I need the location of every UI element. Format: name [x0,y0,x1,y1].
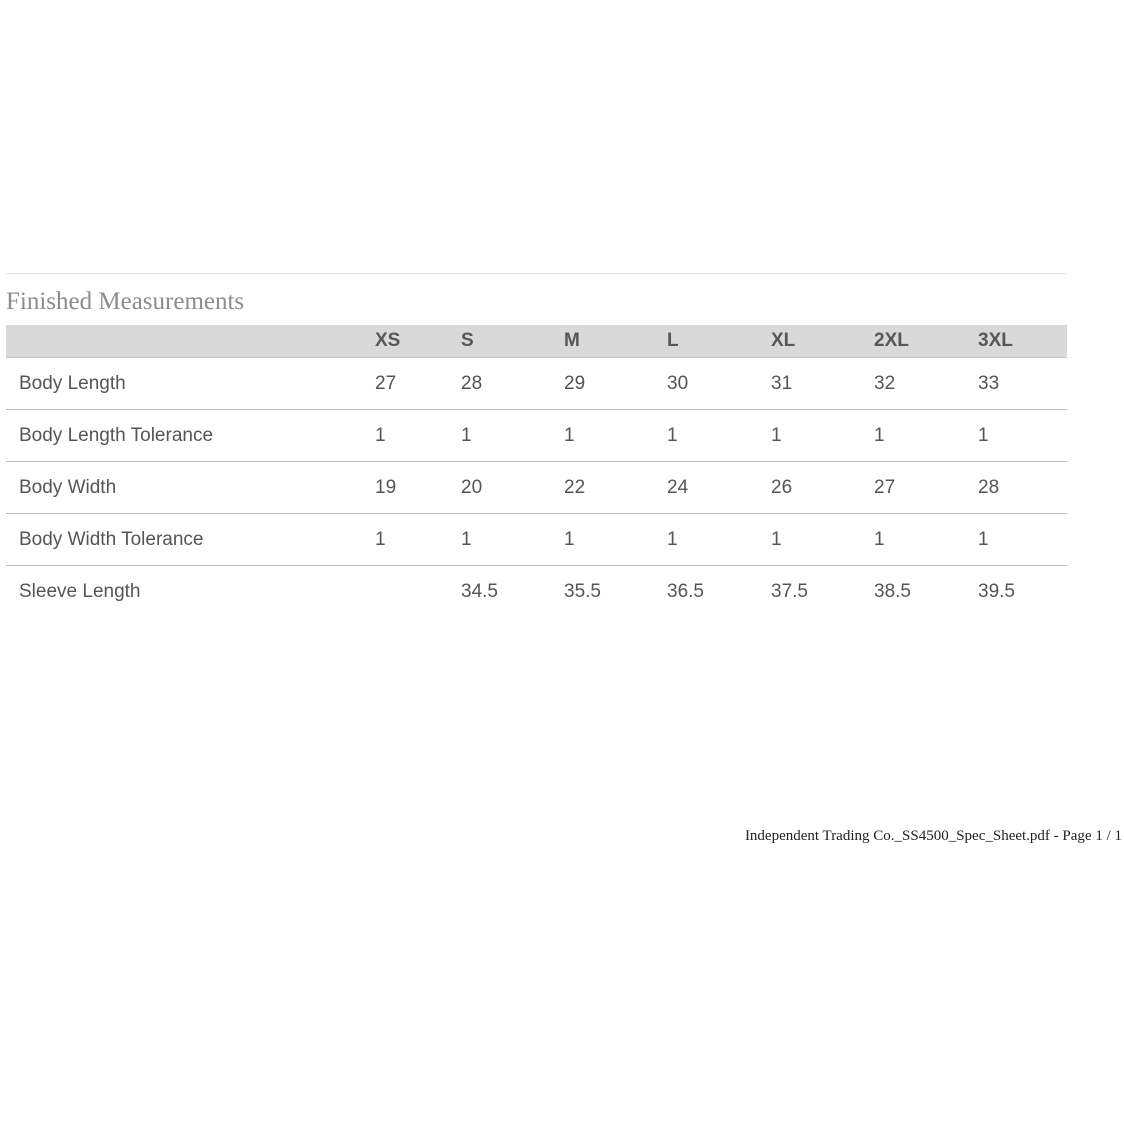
table-cell: 33 [978,372,1000,394]
table-cell: 1 [461,424,472,446]
table-cell: 1 [874,528,885,550]
table-cell: 1 [375,528,386,550]
table-cell: 1 [564,528,575,550]
table-row-body-width-tolerance [6,514,1067,566]
table-cell: 1 [771,424,782,446]
table-cell: 1 [667,528,678,550]
table-cell: 1 [771,528,782,550]
table-row-body-width [6,462,1067,514]
table-cell: 38.5 [874,580,911,602]
column-header-l: L [667,330,679,351]
table-cell: 20 [461,476,483,498]
table-cell: 1 [461,528,472,550]
table-row-body-length [6,358,1067,410]
row-label: Body Width [19,476,117,498]
row-label: Sleeve Length [19,580,141,602]
column-header-xl: XL [771,330,796,351]
table-cell: 35.5 [564,580,601,602]
table-cell: 31 [771,372,793,394]
section-title: Finished Measurements [6,288,245,315]
table-cell: 1 [564,424,575,446]
table-cell: 26 [771,476,793,498]
table-row-body-length-tolerance [6,410,1067,462]
table-cell: 39.5 [978,580,1015,602]
table-cell: 1 [667,424,678,446]
table-cell: 1 [978,528,989,550]
table-cell: 22 [564,476,586,498]
page-footer: Independent Trading Co._SS4500_Spec_Sheet.pdf - Page 1 / 1 [744,828,1122,844]
table-cell: 28 [978,476,1000,498]
table-cell: 29 [564,372,586,394]
table-header-row [6,325,1067,358]
column-header-xs: XS [375,330,401,351]
row-label: Body Width Tolerance [19,528,204,550]
table-cell: 1 [978,424,989,446]
column-header-m: M [564,330,580,351]
table-cell: 27 [375,372,397,394]
table-cell: 27 [874,476,896,498]
section-divider [6,273,1067,274]
table-cell: 36.5 [667,580,704,602]
measurements-table [6,325,1067,617]
table-cell: 34.5 [461,580,498,602]
table-cell: 19 [375,476,397,498]
table-cell: 30 [667,372,689,394]
table-cell: 28 [461,372,483,394]
column-header-2xl: 2XL [874,330,909,351]
table-cell: 24 [667,476,689,498]
table-row-sleeve-length [6,566,1067,617]
table-cell: 1 [874,424,885,446]
table-cell: 1 [375,424,386,446]
table-cell: 37.5 [771,580,808,602]
row-label: Body Length Tolerance [19,424,214,446]
column-header-3xl: 3XL [978,330,1013,351]
table-cell: 32 [874,372,896,394]
row-label: Body Length [19,372,126,394]
column-header-s: S [461,330,474,351]
